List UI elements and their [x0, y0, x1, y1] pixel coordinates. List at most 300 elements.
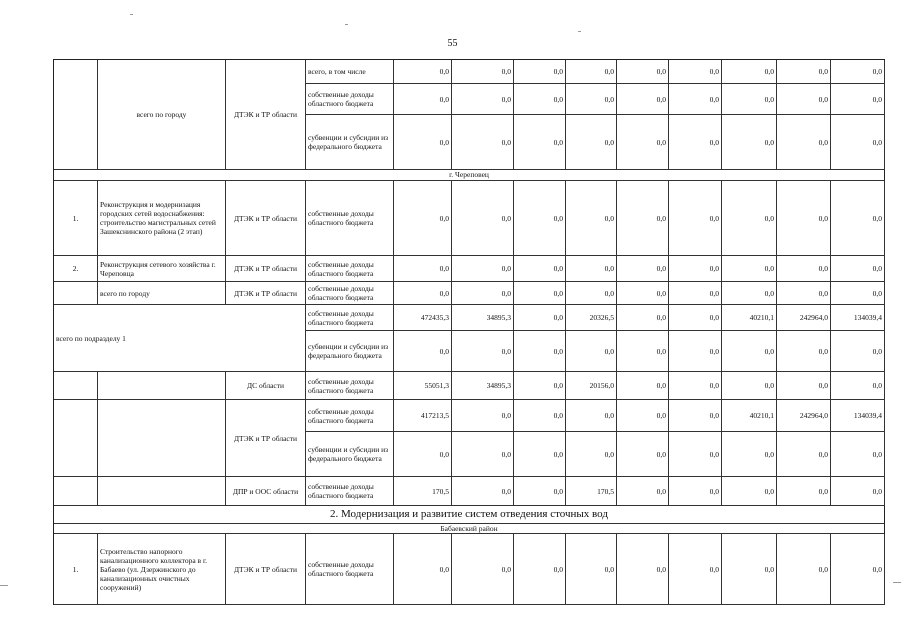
- agency-cell-text: ДТЭК и ТР области: [233, 564, 298, 574]
- babaevo-row-value: [722, 534, 777, 605]
- own-row-value-text: 0,0: [604, 94, 614, 104]
- agency-cell: [226, 256, 306, 282]
- subsection-own-row-value: [831, 305, 885, 331]
- subsidy-row-value: [514, 115, 566, 170]
- agency-cell: [226, 534, 306, 605]
- subsection-subsidy-row-value-text: 0,0: [764, 346, 774, 356]
- own-row-value-text: 0,0: [656, 94, 666, 104]
- subsection-subsidy-row-value: [452, 331, 514, 372]
- item1-row-value-text: 0,0: [818, 213, 828, 223]
- dtek-subsidy-row-value: [722, 432, 777, 477]
- source-cell-text: собственные доходы областного бюджета: [308, 376, 374, 395]
- source-cell: [306, 115, 394, 170]
- subsidy-row-value: [777, 115, 831, 170]
- total-incl-row-value-text: 0,0: [818, 67, 828, 76]
- own-row-value: [566, 84, 617, 115]
- dpr-own-row-value: [514, 477, 566, 506]
- subsection-own-row-value: [669, 305, 722, 331]
- subsection-subsidy-row-value: [514, 331, 566, 372]
- subsection-own-row-value-text: 472435,3: [420, 313, 449, 322]
- dpr-own-row-value: [566, 477, 617, 506]
- babaevo-row-value: [669, 534, 722, 605]
- source-cell: [306, 60, 394, 84]
- subsection-subsidy-row-value: [831, 331, 885, 372]
- subsection-own-row-value: [777, 305, 831, 331]
- item2-row-value-text: 0,0: [439, 264, 449, 273]
- source-cell-text: собственные доходы областного бюджета: [308, 308, 374, 327]
- subsidy-row-value-text: 0,0: [604, 137, 614, 147]
- item1-row-value-text: 0,0: [764, 213, 774, 223]
- project-name-text: Строительство напорного канализационного коллектора в г. Бабаево (ул. Дзержинского до канализационных очистных сооружений): [100, 546, 208, 592]
- city-total-row-value-text: 0,0: [656, 288, 666, 298]
- subsection-own-row-value-text: 40210,1: [749, 313, 774, 322]
- babaevo-row-value: [452, 534, 514, 605]
- subsidy-row-value-text: 0,0: [709, 137, 719, 147]
- subsidy-row-value-text: 0,0: [872, 137, 882, 147]
- subsection-subsidy-row-value-text: 0,0: [656, 346, 666, 356]
- dtek-subsidy-row-value-text: 0,0: [818, 449, 828, 459]
- dpr-own-row-value-text: 0,0: [764, 486, 774, 496]
- item2-row-value: [669, 256, 722, 282]
- scan-speck: [345, 24, 348, 25]
- source-cell-text: субвенции и субсидии из федерального бюджета: [308, 342, 389, 360]
- dtek-subsidy-row-value-text: 0,0: [604, 449, 614, 459]
- agency-cell-text: ДПР и ООС области: [232, 486, 299, 496]
- city-total-row-value: [514, 282, 566, 305]
- dpr-own-row-value-text: 0,0: [709, 486, 719, 496]
- own-row-value: [669, 84, 722, 115]
- source-cell: [306, 400, 394, 432]
- item2-row-value-text: 0,0: [553, 264, 563, 273]
- city-header: г. Череповец: [54, 170, 884, 181]
- subsidy-row-value-text: 0,0: [439, 137, 449, 147]
- dpr-own-row-value: [617, 477, 669, 506]
- item2-row-value: [722, 256, 777, 282]
- total-incl-row-value: [566, 60, 617, 84]
- dpr-own-row-value-text: 0,0: [872, 486, 882, 496]
- subsidy-row-value: [669, 115, 722, 170]
- source-cell: [306, 84, 394, 115]
- item2-row-value: [514, 256, 566, 282]
- city-total-row-value: [566, 282, 617, 305]
- ds-own-row-value-text: 20156,0: [589, 381, 614, 390]
- agency-cell-text: ДТЭК и ТР области: [233, 433, 298, 443]
- subsidy-row-value-text: 0,0: [818, 137, 828, 147]
- ds-own-row-value-text: 0,0: [656, 381, 666, 390]
- ds-own-row-value: [566, 372, 617, 400]
- ds-own-row-value-text: 0,0: [553, 381, 563, 390]
- dtek-own-row-value: [831, 400, 885, 432]
- dpr-own-row-value-text: 0,0: [818, 486, 828, 496]
- own-row-value-text: 0,0: [709, 94, 719, 104]
- row-number-cell: [54, 477, 98, 506]
- subsection-own-row-value: [452, 305, 514, 331]
- page-number: 55: [447, 38, 458, 49]
- dtek-own-row-value: [669, 400, 722, 432]
- city-total-row-value-text: 0,0: [553, 288, 563, 298]
- city-total-row-value: [669, 282, 722, 305]
- dtek-subsidy-row-value: [394, 432, 452, 477]
- own-row-value-text: 0,0: [439, 94, 449, 104]
- scan-speck: [130, 14, 133, 15]
- ds-own-row-value-text: 0,0: [709, 381, 719, 390]
- project-name-text: Реконструкция и модернизация городских сетей водоснабжения: строительство магистральных сетей Зашекснинского района (2 этап): [100, 200, 216, 236]
- item2-row-value: [452, 256, 514, 282]
- babaevo-row-value: [394, 534, 452, 605]
- section-heading: 2. Модернизация и развитие систем отведения сточных вод: [54, 506, 884, 524]
- subsection-own-row-value-text: 20326,5: [589, 313, 614, 322]
- ds-own-row-value: [777, 372, 831, 400]
- item2-row-value: [831, 256, 885, 282]
- agency-cell: [226, 282, 306, 305]
- ds-own-row-value-text: 34895,3: [486, 381, 511, 390]
- own-row-value-text: 0,0: [501, 94, 511, 104]
- dpr-own-row-value: [722, 477, 777, 506]
- own-row-value: [452, 84, 514, 115]
- dpr-own-row-value: [394, 477, 452, 506]
- item1-row-value: [566, 181, 617, 256]
- dtek-subsidy-row-value: [777, 432, 831, 477]
- source-cell: [306, 282, 394, 305]
- subsection-subsidy-row-value: [394, 331, 452, 372]
- dpr-own-row-value: [669, 477, 722, 506]
- babaevo-row-value: [514, 534, 566, 605]
- empty-cell: [98, 477, 226, 506]
- item2-row-value-text: 0,0: [501, 264, 511, 273]
- row-label-total-city-text: всего по городу: [100, 288, 150, 298]
- agency-cell-text: ДТЭК и ТР области: [233, 288, 298, 298]
- item1-row-value: [394, 181, 452, 256]
- dtek-own-row-value: [777, 400, 831, 432]
- total-incl-row-value-text: 0,0: [604, 67, 614, 76]
- subsection-subsidy-row-value-text: 0,0: [709, 346, 719, 356]
- total-incl-row-value-text: 0,0: [709, 67, 719, 76]
- own-row-value-text: 0,0: [553, 94, 563, 104]
- source-cell: [306, 331, 394, 372]
- total-incl-row-value-text: 0,0: [553, 67, 563, 76]
- dtek-subsidy-row-value: [669, 432, 722, 477]
- subsection-subsidy-row-value: [617, 331, 669, 372]
- total-incl-row-value: [722, 60, 777, 84]
- item2-row-value-text: 0,0: [604, 264, 614, 273]
- item1-row-value: [831, 181, 885, 256]
- agency-cell: [226, 400, 306, 477]
- total-incl-row-value: [777, 60, 831, 84]
- dtek-own-row-value-text: 0,0: [553, 411, 563, 420]
- dtek-own-row-value: [452, 400, 514, 432]
- item1-row-value-text: 0,0: [872, 213, 882, 223]
- item1-row-value: [617, 181, 669, 256]
- subsidy-row-value: [617, 115, 669, 170]
- subsection-subsidy-row-value-text: 0,0: [553, 346, 563, 356]
- subsidy-row-value: [394, 115, 452, 170]
- item2-row-value-text: 0,0: [818, 264, 828, 273]
- dpr-own-row-value: [452, 477, 514, 506]
- row-number-cell: [54, 282, 98, 305]
- dpr-own-row-value-text: 0,0: [656, 486, 666, 496]
- subsection-subsidy-row-value-text: 0,0: [818, 346, 828, 356]
- source-cell: [306, 181, 394, 256]
- agency-cell: [226, 477, 306, 506]
- babaevo-row-value-text: 0,0: [501, 564, 511, 574]
- dtek-subsidy-row-value-text: 0,0: [553, 449, 563, 459]
- ds-own-row-value-text: 0,0: [872, 381, 882, 390]
- dpr-own-row-value-text: 0,0: [501, 486, 511, 496]
- agency-cell-text: ДТЭК и ТР области: [233, 213, 298, 223]
- subsection-subsidy-row-value: [777, 331, 831, 372]
- item1-row-value-text: 0,0: [656, 213, 666, 223]
- ds-own-row-value: [831, 372, 885, 400]
- source-cell-text: собственные доходы областного бюджета: [308, 284, 374, 302]
- subsection-own-row-value: [394, 305, 452, 331]
- row-label-total-city: [98, 282, 226, 305]
- total-incl-row-value: [452, 60, 514, 84]
- row-number: [54, 256, 98, 282]
- city-total-row-value: [831, 282, 885, 305]
- item1-row-value-text: 0,0: [501, 213, 511, 223]
- own-row-value-text: 0,0: [872, 94, 882, 104]
- city-total-row-value-text: 0,0: [872, 288, 882, 298]
- item2-row-value-text: 0,0: [656, 264, 666, 273]
- source-cell: [306, 477, 394, 506]
- item1-row-value: [722, 181, 777, 256]
- own-row-value-text: 0,0: [764, 94, 774, 104]
- dtek-subsidy-row-value: [514, 432, 566, 477]
- subsidy-row-value: [566, 115, 617, 170]
- row-number-text: 1.: [72, 564, 79, 574]
- item1-row-value-text: 0,0: [553, 213, 563, 223]
- dtek-subsidy-row-value-text: 0,0: [764, 449, 774, 459]
- item1-row-value: [777, 181, 831, 256]
- dpr-own-row-value: [831, 477, 885, 506]
- ds-own-row-value-text: 55051,3: [424, 381, 449, 390]
- ds-own-row-value-text: 0,0: [818, 381, 828, 390]
- babaevo-row-value-text: 0,0: [604, 564, 614, 574]
- row-label-subsection-text: всего по подразделу 1: [56, 333, 126, 343]
- row-number-cell: [54, 60, 98, 170]
- dtek-subsidy-row-value-text: 0,0: [656, 449, 666, 459]
- item2-row-value-text: 0,0: [764, 264, 774, 273]
- subsection-subsidy-row-value-text: 0,0: [604, 346, 614, 356]
- item2-row-value: [394, 256, 452, 282]
- item1-row-value-text: 0,0: [604, 213, 614, 223]
- row-number-text: 1.: [72, 213, 79, 223]
- source-cell: [306, 256, 394, 282]
- babaevo-row-value-text: 0,0: [553, 564, 563, 574]
- row-number-text: 2.: [72, 264, 79, 273]
- own-row-value: [617, 84, 669, 115]
- item2-row-value: [777, 256, 831, 282]
- source-cell-text: субвенции и субсидии из федерального бюджета: [308, 133, 389, 151]
- subsection-own-row-value: [514, 305, 566, 331]
- ds-own-row-value: [452, 372, 514, 400]
- total-incl-row-value: [669, 60, 722, 84]
- dtek-own-row-value: [617, 400, 669, 432]
- source-cell-text: собственные доходы областного бюджета: [308, 560, 374, 578]
- own-row-value: [722, 84, 777, 115]
- project-name: [98, 181, 226, 256]
- own-row-value: [394, 84, 452, 115]
- subsidy-row-value-text: 0,0: [501, 137, 511, 147]
- empty-cell: [98, 372, 226, 400]
- dtek-own-row-value: [566, 400, 617, 432]
- row-number: [54, 181, 98, 256]
- subsidy-row-value: [452, 115, 514, 170]
- ds-own-row-value: [722, 372, 777, 400]
- own-row-value: [514, 84, 566, 115]
- source-cell-text: собственные доходы областного бюджета: [308, 90, 374, 108]
- item1-row-value: [669, 181, 722, 256]
- dtek-subsidy-row-value: [566, 432, 617, 477]
- agency-cell-text: ДС области: [246, 381, 285, 390]
- source-cell-text: собственные доходы областного бюджета: [308, 406, 374, 425]
- total-incl-row-value: [514, 60, 566, 84]
- dtek-subsidy-row-value: [452, 432, 514, 477]
- subsection-own-row-value-text: 0,0: [709, 313, 719, 322]
- agency-cell: [226, 372, 306, 400]
- total-incl-row-value-text: 0,0: [872, 67, 882, 76]
- dtek-own-row-value-text: 0,0: [501, 411, 511, 420]
- city-total-row-value-text: 0,0: [764, 288, 774, 298]
- dtek-own-row-value-text: 40210,1: [749, 411, 774, 420]
- babaevo-row-value-text: 0,0: [656, 564, 666, 574]
- dtek-own-row-value: [722, 400, 777, 432]
- agency-cell-text: ДТЭК и ТР области: [233, 264, 298, 273]
- babaevo-row-value-text: 0,0: [709, 564, 719, 574]
- item2-row-value: [617, 256, 669, 282]
- subsection-subsidy-row-value-text: 0,0: [872, 346, 882, 356]
- item2-row-value: [566, 256, 617, 282]
- source-cell-text: всего, в том числе: [308, 67, 366, 76]
- dtek-own-row-value-text: 134039,4: [853, 411, 882, 420]
- city-total-row-value: [777, 282, 831, 305]
- row-number-cell: [54, 400, 98, 477]
- city-total-row-value-text: 0,0: [501, 288, 511, 298]
- own-row-value: [777, 84, 831, 115]
- subsection-subsidy-row-value-text: 0,0: [439, 346, 449, 356]
- dtek-subsidy-row-value: [617, 432, 669, 477]
- row-number: [54, 534, 98, 605]
- subsection-subsidy-row-value: [566, 331, 617, 372]
- ds-own-row-value: [514, 372, 566, 400]
- source-cell-text: собственные доходы областного бюджета: [308, 482, 374, 500]
- total-incl-row-value-text: 0,0: [764, 67, 774, 76]
- city-total-row-value-text: 0,0: [604, 288, 614, 298]
- dpr-own-row-value-text: 170,5: [432, 486, 449, 496]
- total-incl-row-value-text: 0,0: [656, 67, 666, 76]
- project-name: [98, 256, 226, 282]
- row-label-subsection: [54, 305, 306, 372]
- district-header: Бабаевский район: [54, 524, 884, 534]
- own-row-value-text: 0,0: [818, 94, 828, 104]
- city-total-row-value: [452, 282, 514, 305]
- ds-own-row-value: [617, 372, 669, 400]
- source-cell: [306, 432, 394, 477]
- source-cell-text: собственные доходы областного бюджета: [308, 209, 374, 227]
- babaevo-row-value-text: 0,0: [818, 564, 828, 574]
- subsection-own-row-value-text: 134039,4: [853, 313, 882, 322]
- babaevo-row-value: [777, 534, 831, 605]
- total-incl-row-value: [831, 60, 885, 84]
- total-incl-row-value: [394, 60, 452, 84]
- scan-speck: [578, 31, 581, 32]
- subsection-subsidy-row-value-text: 0,0: [501, 346, 511, 356]
- ds-own-row-value: [394, 372, 452, 400]
- total-incl-row-value-text: 0,0: [439, 67, 449, 76]
- dpr-own-row-value-text: 0,0: [553, 486, 563, 496]
- subsidy-row-value-text: 0,0: [553, 137, 563, 147]
- subsection-subsidy-row-value: [722, 331, 777, 372]
- agency-cell: [226, 181, 306, 256]
- subsection-own-row-value-text: 34895,3: [486, 313, 511, 322]
- agency-cell: [226, 60, 306, 170]
- dtek-subsidy-row-value: [831, 432, 885, 477]
- subsection-own-row-value: [722, 305, 777, 331]
- item1-row-value-text: 0,0: [709, 213, 719, 223]
- source-cell-text: собственные доходы областного бюджета: [308, 259, 374, 278]
- budget-table: [53, 59, 885, 605]
- dtek-own-row-value: [394, 400, 452, 432]
- project-name: [98, 534, 226, 605]
- subsection-own-row-value: [566, 305, 617, 331]
- dtek-own-row-value-text: 0,0: [604, 411, 614, 420]
- agency-cell-text: ДТЭК и ТР области: [233, 110, 298, 119]
- subsection-subsidy-row-value: [669, 331, 722, 372]
- dtek-subsidy-row-value-text: 0,0: [709, 449, 719, 459]
- babaevo-row-value: [566, 534, 617, 605]
- dtek-own-row-value: [514, 400, 566, 432]
- subsection-own-row-value-text: 0,0: [656, 313, 666, 322]
- babaevo-row-value: [617, 534, 669, 605]
- subsection-own-row-value: [617, 305, 669, 331]
- ds-own-row-value-text: 0,0: [764, 381, 774, 390]
- dtek-subsidy-row-value-text: 0,0: [439, 449, 449, 459]
- dtek-own-row-value-text: 242964,0: [799, 411, 828, 420]
- item2-row-value-text: 0,0: [709, 264, 719, 273]
- empty-cell: [98, 400, 226, 477]
- city-total-row-value-text: 0,0: [709, 288, 719, 298]
- subsidy-row-value: [722, 115, 777, 170]
- item2-row-value-text: 0,0: [872, 264, 882, 273]
- own-row-value: [831, 84, 885, 115]
- dtek-subsidy-row-value-text: 0,0: [501, 449, 511, 459]
- dtek-subsidy-row-value-text: 0,0: [872, 449, 882, 459]
- subsidy-row-value-text: 0,0: [656, 137, 666, 147]
- subsection-own-row-value-text: 242964,0: [799, 313, 828, 322]
- dpr-own-row-value: [777, 477, 831, 506]
- subsidy-row-value-text: 0,0: [764, 137, 774, 147]
- babaevo-row-value: [831, 534, 885, 605]
- source-cell: [306, 372, 394, 400]
- city-total-row-value: [722, 282, 777, 305]
- babaevo-row-value-text: 0,0: [764, 564, 774, 574]
- scan-speck: [893, 582, 901, 583]
- city-total-row-value-text: 0,0: [439, 288, 449, 298]
- subsidy-row-value: [831, 115, 885, 170]
- dpr-own-row-value-text: 170,5: [597, 486, 614, 496]
- dtek-own-row-value-text: 417213,5: [420, 411, 449, 420]
- dtek-own-row-value-text: 0,0: [709, 411, 719, 420]
- city-total-row-value-text: 0,0: [818, 288, 828, 298]
- babaevo-row-value-text: 0,0: [439, 564, 449, 574]
- source-cell-text: субвенции и субсидии из федерального бюджета: [308, 445, 389, 463]
- city-total-row-value: [394, 282, 452, 305]
- row-label-total-city: [98, 60, 226, 170]
- dtek-own-row-value-text: 0,0: [656, 411, 666, 420]
- total-incl-row-value: [617, 60, 669, 84]
- row-number-cell: [54, 372, 98, 400]
- row-label-total-city-text: всего по городу: [136, 110, 187, 119]
